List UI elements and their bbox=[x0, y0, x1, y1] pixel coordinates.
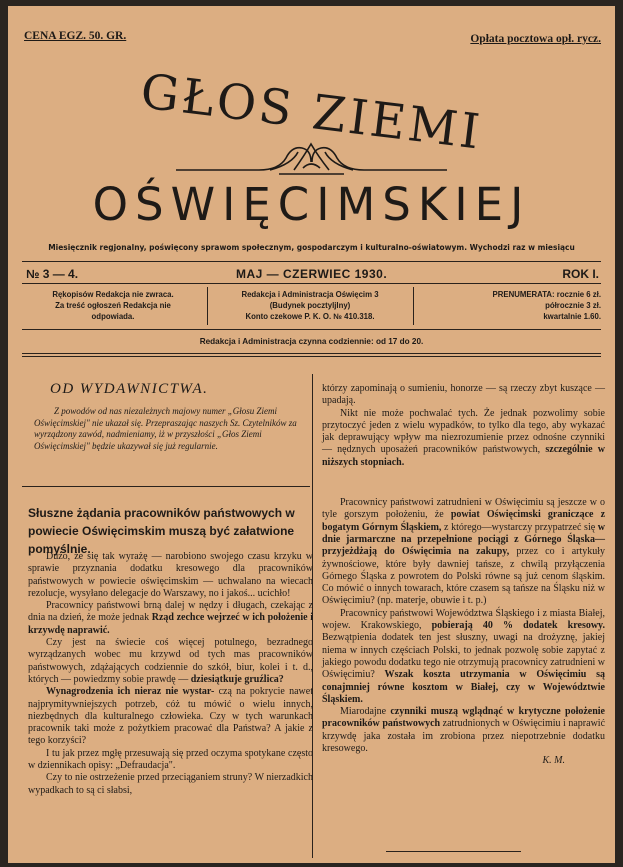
info-center-line3: Konto czekowe P. K. O. № 410.318. bbox=[245, 312, 375, 321]
info-right-line1: PRENUMERATA: rocznie 6 zł. bbox=[492, 290, 601, 299]
article-end-rule bbox=[386, 851, 521, 852]
price-label: CENA EGZ. 50. GR. bbox=[24, 30, 127, 42]
paragraph: Nikt nie może pochwalać tych. Że jednak pozwolimy sobie przytoczyć jeden z wielu wypadków, to tylko dla tego, aby wykazać jak deprawujący wpływ ma niezrozumienie przez odnośne czynniki — nędznych uposażeń pracowników państwowych, szczególnie w niższych stopniach. bbox=[322, 407, 605, 468]
article-signature: K. M. bbox=[542, 755, 565, 767]
masthead-subtitle: Miesięcznik regjonalny, poświęcony sprawom społecznym, gospodarczym i kulturalno-oświatowym. Wychodzi raz w miesiącu bbox=[48, 242, 575, 252]
info-left-line3: odpowiada. bbox=[91, 312, 135, 321]
notice-rule bbox=[22, 486, 310, 487]
info-box-divider bbox=[413, 287, 414, 325]
info-box-bottom-rule bbox=[22, 329, 601, 330]
paragraph: Miarodajne czynniki muszą wglądnąć w krytyczne położenie pracowników państwowych zatrudnionych w Oświęcimiu i naprawić krzywdę jaka została im zrobiona przez niepotrzebnie dodatku kresowego. bbox=[322, 706, 606, 755]
article-right-column bbox=[322, 383, 605, 768]
masthead-ornament bbox=[174, 136, 449, 178]
paragraph: którzy zapominają o sumieniu, honorze — są rzeczy zbyt kuszące — upadają. bbox=[322, 383, 605, 407]
issue-number: № 3 — 4. bbox=[26, 267, 79, 281]
info-center-line1: Redakcja i Administracja Oświęcim 3 bbox=[241, 290, 379, 299]
newspaper-page bbox=[8, 6, 615, 863]
publisher-notice-text: Z powodów od nas niezależnych majowy numer „Głosu Ziemi Oświęcimskiej" nie ukazał się. Przepraszając naszych Sz. Czytelników za wyrządzony zawód, nadmieniamy, iż w przyszłości „Głos Ziemi Oświęcimskiej" będzie ukazywał się już regularnie. bbox=[34, 406, 297, 451]
paragraph: I tu jak przez mgłę przesuwają się przed oczyma spotykane często w dziennikach opisy: „Defraudacja". bbox=[28, 747, 313, 772]
article-headline: Słuszne żądania pracowników państwowych w powiecie Oświęcimskim muszą być załatwione pomyślnie. bbox=[28, 506, 295, 556]
paragraph: Czy to nie ostrzeżenie przed przeciąganiem struny? W nierzadkich wypadkach to są ci słabsi, bbox=[28, 772, 313, 796]
hours-bottom-rule bbox=[22, 353, 601, 354]
info-box-center bbox=[210, 289, 410, 322]
info-left-line1: Rękopisów Redakcja nie zwraca. bbox=[52, 290, 174, 299]
paragraph: Wynagrodzenia ich nieraz nie wystar- czą na pokrycie nawet najprymitywniejszych potrzeb, cóż tu mówić o wielu innych, niezbędnych dla kulturalnego człowieka. Czy w tych warunkach pracownik taki może z pożytkiem pracować dla Państwa? A jakie z tego korzyści? bbox=[28, 686, 313, 747]
info-right-line3: kwartalnie 1.60. bbox=[543, 312, 601, 321]
info-right-line2: półrocznie 3 zł. bbox=[545, 301, 601, 310]
paragraph: Dużo, że się tak wyrażę — narobiono swojego czasu krzyku w sprawie przyznania dodatku kresowego dla pracowników państwowych w powiecie oświęcimskim — uchwalano na wiecach rezolucje, wysyłano delegacje do Warszawy, no i jakoś... ucichło! bbox=[28, 551, 313, 599]
article-left-column bbox=[28, 551, 313, 797]
masthead-title-line2: OŚWIĘCIMSKIEJ bbox=[92, 178, 531, 231]
info-box-right bbox=[418, 289, 601, 322]
masthead-title-line1: GŁOS ZIEMI bbox=[137, 63, 486, 161]
info-left-line2: Za treść ogłoszeń Redakcja nie bbox=[55, 301, 171, 310]
paragraph: Pracownicy państwowi zatrudnieni w Oświęcimiu są jeszcze w o tyle gorszym położeniu, że powiat Oświęcimski graniczące z bogatym Górnym Śląskiem, z którego—wystarczy przypatrzeć się w dnie jarmarczne na przepełnione pociągi z Górnego Śląska—przyjeżdżają do Oświęcimia na zakupy, przez co i artykuły żywnościowe, które były dawniej tańsze, z chwilą przyłączenia Górnego Śląska z powrotem do Polski równe są już cenom śląskim. Co mówić o innych towarach, które czasem są tańsze na Śląsku niż w Oświęcimiu? (np. materje, obuwie i t. p.) bbox=[322, 497, 606, 607]
postage-label: Opłata pocztowa opł. rycz. bbox=[470, 33, 601, 45]
issue-bar-top-rule bbox=[22, 261, 601, 262]
hours-bottom-rule-2 bbox=[22, 356, 601, 357]
info-center-line2: (Budynek pocztyljlny) bbox=[269, 301, 351, 310]
issue-bar-bottom-rule bbox=[22, 283, 601, 284]
issue-year: ROK I. bbox=[562, 267, 599, 281]
paragraph: Pracownicy państwowi Województwa Śląskiego i z miasta Białej, wojew. Krakowskiego, pobierają 40 % dodatek kresowy. Bezwątpienia dodatek ten jest słuszny, uwagi na drożyznę, jakiej niema w innych częściach Polski, to jednak pozwolę sobie zapytać z jakiego powodu dodatku tego nie otrzymują pracownicy zatrudnieni w Oświęcimiu? Wszak koszta utrzymania w Oświęcimiu są conajmniej równe kosztom w Białej, czy w Województwie Śląskiem. bbox=[322, 607, 606, 705]
info-box-left bbox=[22, 289, 204, 322]
publisher-notice-heading: OD WYDAWNICTWA. bbox=[50, 381, 209, 397]
spacer bbox=[322, 469, 605, 497]
paragraph: Czy jest na świecie coś więcej potulnego, bezradnego wyrządzanych wobec mu krzywd od tych mas pracowników państwowych, zdążających codziennie do szkół, biur, kolei i t. d., których — powiedzmy sobie prawdę — dziesiątkuje gruźlica? bbox=[28, 637, 313, 685]
paragraph: Pracownicy państwowi brną dalej w nędzy i długach, czekając z dnia na dzień, że może jednak Rząd zechce wejrzeć w ich położenie i krzywdę naprawić. bbox=[28, 600, 313, 636]
info-box-divider bbox=[207, 287, 208, 325]
issue-date: MAJ — CZERWIEC 1930. bbox=[236, 267, 388, 281]
office-hours: Redakcja i Administracja czynna codziennie: od 17 do 20. bbox=[199, 337, 424, 346]
